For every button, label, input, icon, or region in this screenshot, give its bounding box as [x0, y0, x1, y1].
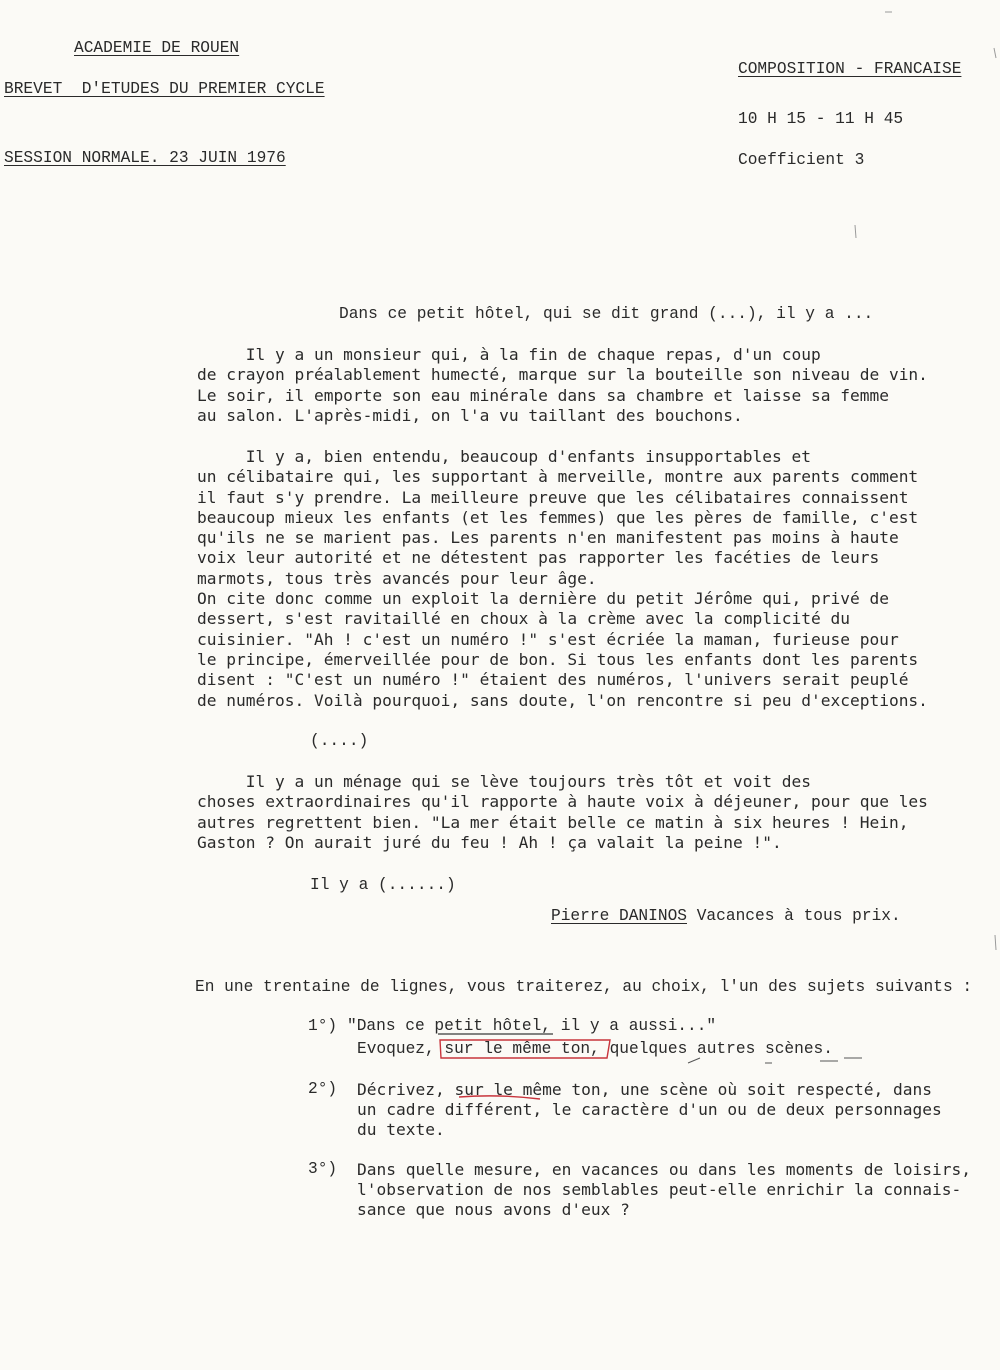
session-date: SESSION NORMALE. 23 JUIN 1976 — [4, 149, 286, 167]
subject-2-body: Décrivez, sur le même ton, une scène où soit respecté, dans un cadre différent, le caractère d'un ou de deux personnages du texte. — [357, 1080, 942, 1139]
subject-2-number: 2°) — [308, 1080, 338, 1098]
source-title: Vacances à tous prix. — [687, 907, 901, 925]
paragraph-1: Il y a un monsieur qui, à la fin de chaque repas, d'un coup de crayon préalablement humecté, marque sur la bouteille son niveau de vin. Le soir, il emporte son eau minérale dans sa chambre et laisse sa femme au salon. L'après-midi, on l'a vu taillant des bouchons. — [197, 345, 928, 425]
text-ellipsis: (....) — [310, 732, 369, 750]
exam-time: 10 H 15 - 11 H 45 — [738, 110, 904, 128]
subject-3-body: Dans quelle mesure, en vacances ou dans les moments de loisirs, l'observation de nos semblables peut-elle enrichir la connais- sance que nous avons d'eux ? — [357, 1160, 971, 1219]
academy-title: ACADEMIE DE ROUEN — [74, 39, 240, 57]
text-closing: Il y a (......) — [310, 876, 456, 894]
paragraph-3: Il y a un ménage qui se lève toujours très tôt et voit des choses extraordinaires qu'il rapporte à haute voix à déjeuner, pour que les autres regrettent bien. "La mer était belle ce matin à six heures ! Hein, Gaston ? On aurait juré du feu ! Ah ! ça valait la peine !". — [197, 772, 928, 852]
subject-1-line-1: "Dans ce petit hôtel, il y a aussi..." — [347, 1017, 717, 1035]
subject-title: COMPOSITION - FRANCAISE — [738, 60, 962, 78]
subject-1-number: 1°) — [308, 1017, 338, 1035]
author-name: Pierre DANINOS — [551, 907, 687, 925]
text-intro: Dans ce petit hôtel, qui se dit grand (...), il y a ... — [339, 305, 874, 323]
instructions-lead: En une trentaine de lignes, vous traiterez, au choix, l'un des sujets suivants : — [195, 978, 973, 996]
coefficient: Coefficient 3 — [738, 151, 865, 169]
subject-3-number: 3°) — [308, 1160, 338, 1178]
subject-1-line-2: Evoquez, sur le même ton, quelques autres scènes. — [357, 1040, 833, 1058]
paragraph-2: Il y a, bien entendu, beaucoup d'enfants insupportables et un célibataire qui, les supportant à merveille, montre aux parents comment il faut s'y prendre. La meilleure preuve que les célibataires connaissent beaucoup mieux les enfants (et les femmes) que les pères de famille, c'est qu'ils ne se marient pas. Les parents n'en manifestent pas moins à haute voix leur autorité et ne détestent pas rapporter les facéties de leurs marmots, tous très avancés pour leur âge. On cite donc comme un exploit la dernière du petit Jérôme qui, privé de dessert, s'est ravitaillé en choux à la crème avec la complicité du cuisinier. "Ah ! c'est un numéro !" s'est écriée la maman, furieuse pour le principe, émerveillée pour de bon. Si tous les enfants dont les parents disent : "C'est un numéro !" étaient des numéros, l'univers serait peuplé de numéros. Voilà pourquoi, sans doute, l'on rencontre si peu d'exceptions. — [197, 447, 928, 710]
exam-title: BREVET D'ETUDES DU PREMIER CYCLE — [4, 80, 325, 98]
